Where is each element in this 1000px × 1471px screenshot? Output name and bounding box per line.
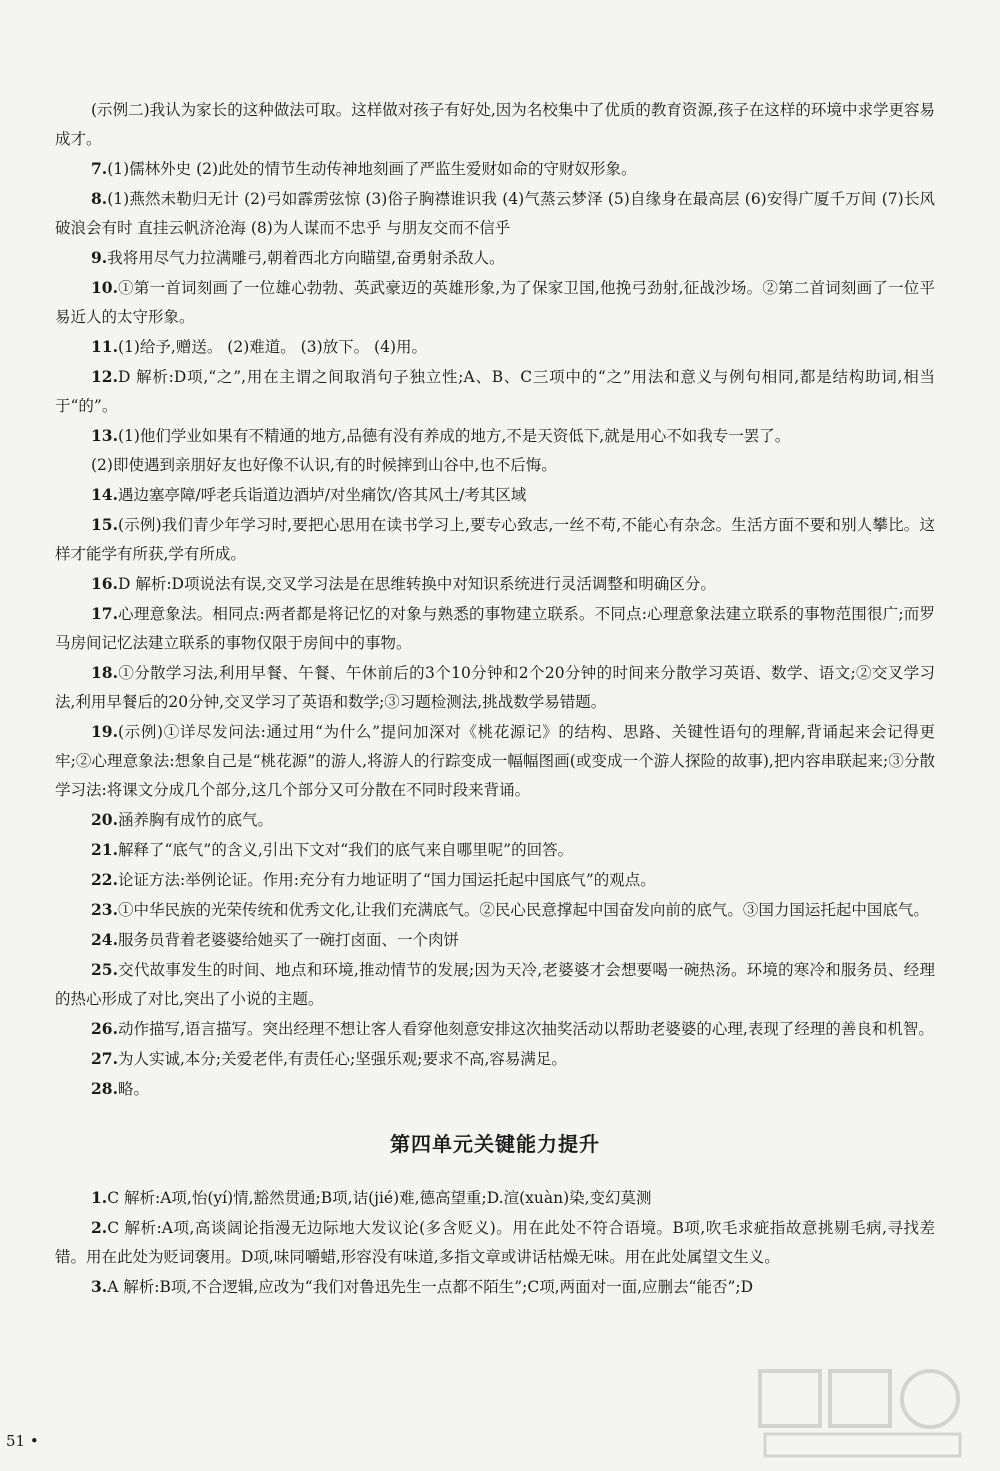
answer-item (55, 1272, 935, 1302)
answer-text: (1)燕然未勒归无计 (2)弓如霹雳弦惊 (3)俗子胸襟谁识我 (4)气蒸云梦泽 (5)自缘身在最高层 (6)安得广厦千万间 (7)长风破浪会有时 直挂云帆济沧海 (8)为人谋而不忠乎 与朋友交而不信乎 (55, 190, 935, 237)
answer-item (55, 421, 935, 451)
answer-item (55, 332, 935, 362)
answer-text: ①分散学习法,利用早餐、午餐、午休前后的3个10分钟和2个20分钟的时间来分散学习英语、数学、语文;②交叉学习法,利用早餐后的20分钟,交叉学习了英语和数学;③习题检测法,挑战数学易错题。 (55, 664, 935, 711)
answer-item (55, 835, 935, 865)
question-number: 15. (91, 515, 118, 534)
answer-text: (示例二)我认为家长的这种做法可取。这样做对孩子有好处,因为名校集中了优质的教育资源,孩子在这样的环境中求学更容易成才。 (55, 101, 935, 148)
answer-item (55, 805, 935, 835)
section-heading: 第四单元关键能力提升 (390, 1132, 600, 1156)
question-number: 7. (91, 159, 108, 178)
answer-item (55, 1183, 935, 1213)
answer-item (55, 154, 935, 184)
answer-item (55, 243, 935, 273)
answer-text: 论证方法:举例论证。作用:充分有力地证明了“国力国运托起中国底气”的观点。 (117, 871, 656, 889)
question-number: 8. (91, 189, 108, 208)
answer-text: 涵养胸有成竹的底气。 (117, 811, 273, 829)
answer-item (55, 510, 935, 569)
answer-text: (2)即使遇到亲朋好友也好像不认识,有的时候摔到山谷中,也不后悔。 (91, 456, 557, 474)
answer-item (55, 480, 935, 510)
answer-text: (1)儒林外史 (2)此处的情节生动传神地刻画了严监生爱财如命的守财奴形象。 (107, 160, 637, 178)
answer-item (55, 184, 935, 243)
answer-item (55, 1074, 935, 1104)
question-number: 18. (91, 663, 118, 682)
question-number: 13. (91, 426, 118, 445)
question-number: 11. (91, 337, 118, 356)
answer-text: 服务员背着老婆婆给她买了一碗打卤面、一个肉饼 (117, 931, 459, 949)
answer-text: 略。 (117, 1080, 149, 1098)
answer-text: C 解析:A项,怡(yí)情,豁然贯通;B项,诘(jié)难,德高望重;D.渲(xuàn)染,变幻莫测 (107, 1189, 652, 1207)
answer-text: 动作描写,语言描写。突出经理不想让客人看穿他刻意安排这次抽奖活动以帮助老婆婆的心理,表现了经理的善良和机智。 (117, 1020, 934, 1038)
watermark-logo (755, 1366, 970, 1461)
question-number: 26. (91, 1019, 118, 1038)
answer-item (55, 717, 935, 805)
answer-item (55, 658, 935, 717)
question-number: 2. (91, 1218, 108, 1237)
answer-text: D 解析:D项,“之”,用在主谓之间取消句子独立性;A、B、C三项中的“之”用法和意义与例句相同,都是结构助词,相当于“的”。 (55, 368, 935, 415)
answer-text: 我将用尽气力拉满雕弓,朝着西北方向瞄望,奋勇射杀敌人。 (107, 249, 505, 267)
answer-text: ①第一首词刻画了一位雄心勃勃、英武豪迈的英雄形象,为了保家卫国,他挽弓劲射,征战沙场。②第二首词刻画了一位平易近人的太守形象。 (55, 279, 935, 326)
answer-list-part1 (55, 96, 935, 1104)
question-number: 14. (91, 485, 118, 504)
answer-item (55, 1014, 935, 1044)
answer-text: 解释了“底气”的含义,引出下文对“我们的底气来自哪里呢”的回答。 (117, 841, 574, 859)
answer-list-part2 (55, 1183, 935, 1302)
answer-text: (1)他们学业如果有不精通的地方,品德有没有养成的地方,不是天资低下,就是用心不如我专一罢了。 (117, 427, 791, 445)
answer-item (55, 865, 935, 895)
question-number: 25. (91, 960, 118, 979)
watermark-icon (755, 1366, 970, 1461)
answer-item (55, 96, 935, 154)
question-number: 3. (91, 1277, 108, 1296)
question-number: 16. (91, 574, 118, 593)
question-number: 9. (91, 248, 108, 267)
question-number: 28. (91, 1079, 118, 1098)
answer-item (55, 273, 935, 332)
answer-item (55, 1213, 935, 1272)
answer-text: 交代故事发生的时间、地点和环境,推动情节的发展;因为天冷,老婆婆才会想要喝一碗热汤。环境的寒冷和服务员、经理的热心形成了对比,突出了小说的主题。 (55, 961, 935, 1008)
answer-text: C 解析:A项,高谈阔论指漫无边际地大发议论(多含贬义)。用在此处不符合语境。B项,吹毛求疵指故意挑剔毛病,寻找差错。用在此处为贬词褒用。D项,味同嚼蜡,形容没有味道,多指文章或讲话枯燥无味。用在此处属望文生义。 (55, 1219, 935, 1266)
answer-text: ①中华民族的光荣传统和优秀文化,让我们充满底气。②民心民意撑起中国奋发向前的底气。③国力国运托起中国底气。 (117, 901, 929, 919)
answer-content (55, 96, 935, 1302)
question-number: 1. (91, 1188, 108, 1207)
answer-text: 遇边塞亭障/呼老兵诣道边酒垆/对坐痛饮/咨其风土/考其区域 (117, 486, 527, 504)
answer-item (55, 569, 935, 599)
answer-item (55, 1044, 935, 1074)
question-number: 17. (91, 604, 118, 623)
question-number: 23. (91, 900, 118, 919)
question-number: 12. (91, 367, 118, 386)
page-number: 51 • (6, 1432, 39, 1450)
answer-text: (示例)我们青少年学习时,要把心思用在读书学习上,要专心致志,一丝不苟,不能心有杂念。生活方面不要和别人攀比。这样才能学有所获,学有所成。 (55, 516, 935, 563)
answer-item (55, 955, 935, 1014)
question-number: 19. (91, 722, 118, 741)
question-number: 27. (91, 1049, 118, 1068)
question-number: 21. (91, 840, 118, 859)
answer-text: A 解析:B项,不合逻辑,应改为“我们对鲁迅先生一点都不陌生”;C项,两面对一面,应删去“能否”;D (107, 1278, 754, 1296)
question-number: 20. (91, 810, 118, 829)
answer-item (55, 925, 935, 955)
answer-text: D 解析:D项说法有误,交叉学习法是在思维转换中对知识系统进行灵活调整和明确区分。 (117, 575, 716, 593)
question-number: 24. (91, 930, 118, 949)
answer-item (55, 362, 935, 421)
answer-item (55, 895, 935, 925)
answer-text: 心理意象法。相同点:两者都是将记忆的对象与熟悉的事物建立联系。不同点:心理意象法建立联系的事物范围很广;而罗马房间记忆法建立联系的事物仅限于房间中的事物。 (55, 605, 935, 652)
answer-text: 为人实诚,本分;关爱老伴,有责任心;坚强乐观;要求不高,容易满足。 (117, 1050, 567, 1068)
answer-item (55, 451, 935, 480)
answer-text: (示例)①详尽发问法:通过用“为什么”提问加深对《桃花源记》的结构、思路、关键性语句的理解,背诵起来会记得更牢;②心理意象法:想象自己是“桃花源”的游人,将游人的行踪变成一幅幅图画(或变成一个游人探险的故事),把内容串联起来;③分散学习法:将课文分成几个部分,这几个部分又可分散在不同时段来背诵。 (55, 723, 935, 799)
answer-text: (1)给予,赠送。 (2)难道。 (3)放下。 (4)用。 (117, 338, 428, 356)
question-number: 22. (91, 870, 118, 889)
question-number: 10. (91, 278, 118, 297)
answer-item (55, 599, 935, 658)
